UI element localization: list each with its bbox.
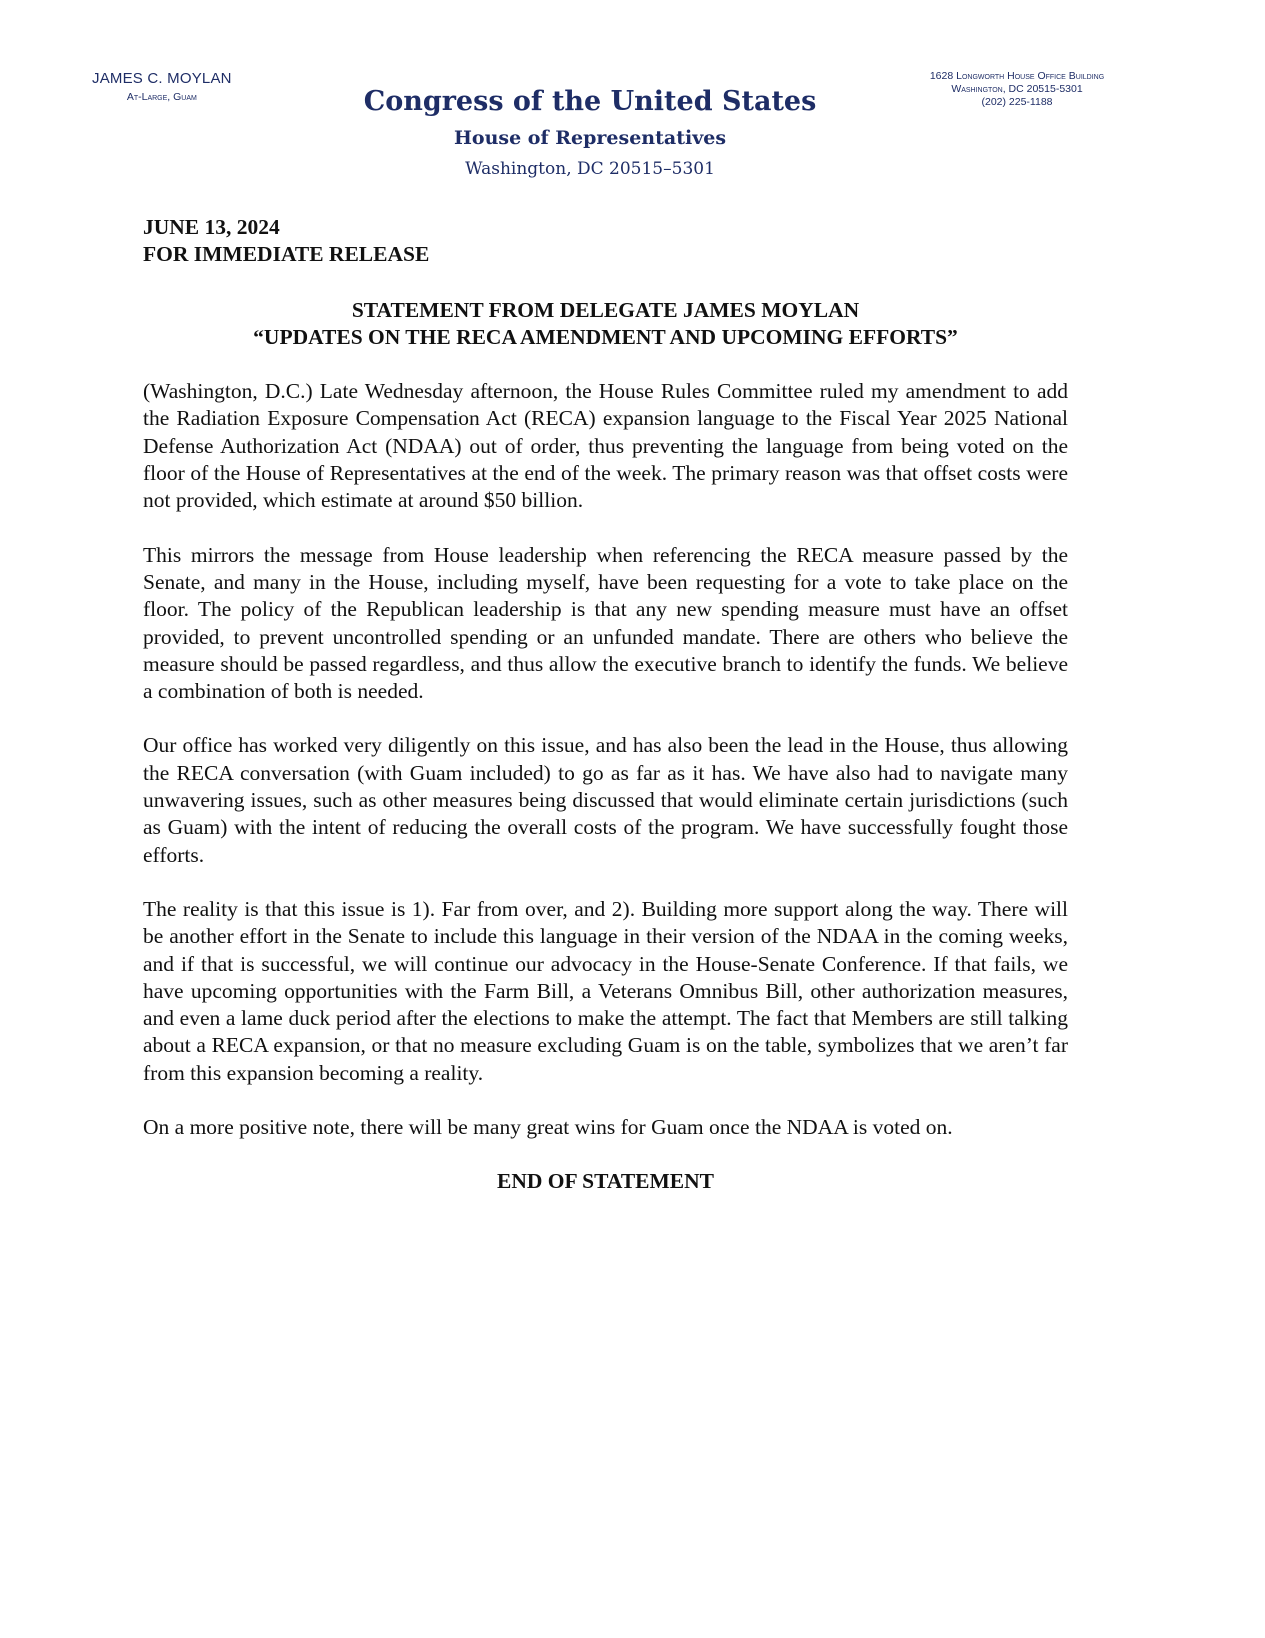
congress-title: Congress of the United States [363,86,817,117]
paragraph: (Washington, D.C.) Late Wednesday afternoon, the House Rules Committee ruled my amendment to add the Radiation Exposure Compensation Act (RECA) expansion language to the Fiscal Year 2025 National Defense Authorization Act (NDAA) out of order, thus preventing the language from being voted on the floor of the House of Representatives at the end of the week. The primary reason was that offset costs were not provided, which estimate at around $50 billion. [143,379,1068,513]
office-phone: (202) 225-1188 [981,96,1053,108]
paragraph: Our office has worked very diligently on this issue, and has also been the lead in the House, thus allowing the RECA conversation (with Guam included) to go as far as it has. We have also had to navigate many unwavering issues, such as other measures being discussed that would eliminate certain jurisdictions (such as Guam) with the intent of reducing the overall costs of the program. We have successfully fought those efforts. [143,733,1068,867]
letterhead-office [897,70,1137,109]
washington-address: Washington, DC 20515–5301 [465,159,715,179]
heading-line-2: “UPDATES ON THE RECA AMENDMENT AND UPCOMING EFFORTS” [253,324,958,349]
paragraph: On a more positive note, there will be many great wins for Guam once the NDAA is voted on. [143,1115,953,1140]
release-type: FOR IMMEDIATE RELEASE [143,242,430,267]
paragraph: The reality is that this issue is 1). Far from over, and 2). Building more support along the way. There will be another effort in the Senate to include this language in their version of the NDAA in the coming weeks, and if that is successful, we will continue our advocacy in the House-Senate Conference. If that fails, we have upcoming opportunities with the Farm Bill, a Veterans Omnibus Bill, other authorization measures, and even a lame duck period after the elections to make the attempt. The fact that Members are still talking about a RECA expansion, or that no measure excluding Guam is on the table, symbolizes that we aren’t far from this expansion becoming a reality. [143,896,1068,1085]
member-district: At-Large, Guam [126,91,197,103]
heading-line-1: STATEMENT FROM DELEGATE JAMES MOYLAN [351,297,860,322]
house-title: House of Representatives [453,127,727,149]
paragraph: This mirrors the message from House leadership when referencing the RECA measure passed by the Senate, and many in the House, including myself, have been requesting for a vote to take place on the floor. The policy of the Republican leadership is that any new spending measure must have an offset provided, to prevent uncontrolled spending or an unfunded mandate. There are others who believe the measure should be passed regardless, and thus allow the executive branch to identify the funds. We believe a combination of both is needed. [143,542,1068,704]
office-city: Washington, DC 20515-5301 [951,83,1083,95]
end-of-statement: END OF STATEMENT [496,1169,714,1194]
statement-heading [143,297,1068,352]
statement-body [143,214,1068,1196]
member-name: JAMES C. MOYLAN [92,70,232,87]
office-address: 1628 Longworth House Office Building [929,70,1105,82]
release-date: JUNE 13, 2024 [143,215,280,239]
